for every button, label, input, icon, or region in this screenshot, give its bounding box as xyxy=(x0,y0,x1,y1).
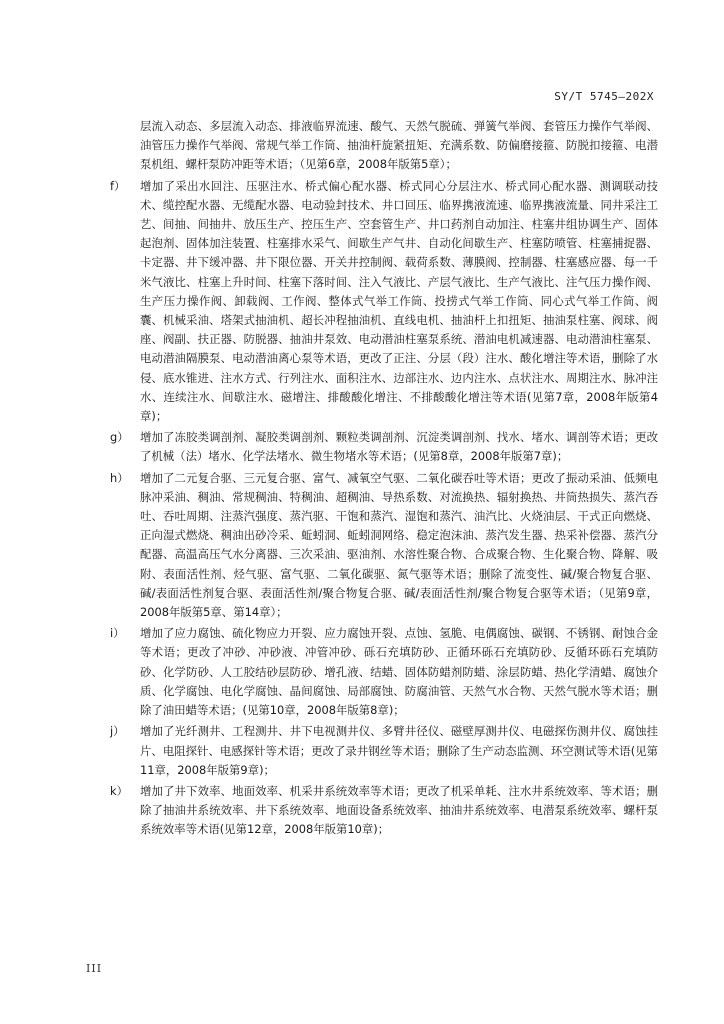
page-number: III xyxy=(86,962,103,975)
list-item-text: 增加了光纤测井、工程测井、井下电视测井仪、多臂井径仪、磁壁厚测井仪、电磁探伤测井仪、腐蚀挂片、电阻探针、电感探针等术语；更改了录井钢丝等术语；删除了生产动态监测、环空测试等术语(见第11章，2008年版第9章)； xyxy=(140,724,658,777)
list-item-label: f） xyxy=(110,178,126,193)
standard-code: SY/T 5745—202X xyxy=(554,90,654,103)
list-item-text: 增加了二元复合驱、三元复合驱、富气、减氧空气驱、二氧化碳吞吐等术语；更改了振动采油、低频电脉冲采油、稠油、常规稠油、特稠油、超稠油、导热系数、对流换热、辐射换热、井筒热损失、蒸汽吞吐、吞吐周期、注蒸汽强度、蒸汽驱、干饱和蒸汽、湿饱和蒸汽、油汽比、火烧油层、干式正向燃烧、正向湿式燃烧、稠油出砂冷采、蚯蚓洞、蚯蚓洞网络、稳定泡沫油、蒸汽发生器、热采补偿器、蒸汽分配器、高温高压气水分离器、三次采油、驱油剂、水溶性聚合物、合成聚合物、生化聚合物、降解、吸附、表面活性剂、烃气驱、富气驱、二氧化碳驱、氮气驱等术语；删除了流变性、碱/聚合物复合驱、碱/表面活性剂复合驱、表面活性剂/聚合物复合驱、碱/表面活性剂/聚合物复合驱等术语；（见第9章，2008年版第5章、第14章）； xyxy=(140,470,658,620)
list-item-text: 增加了冻胶类调剖剂、凝胶类调剖剂、颗粒类调剖剂、沉淀类调剖剂、找水、堵水、调剖等术语；更改了机械（法）堵水、化学法堵水、微生物堵水等术语；(见第8章，2008年版第7章)； xyxy=(140,430,658,464)
list-item-label: i） xyxy=(110,626,125,641)
list-item-label: h） xyxy=(110,470,129,485)
list-item-i xyxy=(110,624,658,720)
list-item-k xyxy=(110,782,658,840)
continued-paragraph: 层流入动态、多层流入动态、排液临界流速、酸气、天然气脱硫、弹簧气举阀、套管压力操作气举阀、油管压力操作气举阀、常规气举工作筒、抽油杆旋紧扭矩、充满系数、防偏磨接箍、防脱扣接箍、电潜泵机组、螺杆泵防冲距等术语；（见第6章，2008年版第5章）； xyxy=(140,119,658,172)
list-item-text: 增加了采出水回注、压驱注水、桥式偏心配水器、桥式同心分层注水、桥式同心配水器、测调联动技术、缆控配水器、无缆配水器、电动验封技术、井口回压、临界携液流速、临界携液流量、同井采注工艺、间抽、间抽井、放压生产、控压生产、空套管生产、井口药剂自动加注、柱塞井组协调生产、固体起泡剂、固体加注装置、柱塞排水采气、间歇生产气井、自动化间歇生产、柱塞防喷管、柱塞捕捉器、卡定器、井下缓冲器、井下限位器、开关井控制阀、载荷系数、薄膜阀、控制器、柱塞感应器、每一千米气液比、柱塞上升时间、柱塞下落时间、注入气液比、产层气液比、生产气液比、注气压力操作阀、生产压力操作阀、卸载阀、工作阀、整体式气举工作筒、投捞式气举工作筒、同心式气举工作筒、阀囊、机械采油、塔架式抽油机、超长冲程抽油机、直线电机、抽油杆上扣扭矩、抽油泵柱塞、阀球、阀座、阀副、扶正器、防脱器、抽油井泵效、电动潜油柱塞泵系统、潜油电机减速器、电动潜油柱塞泵、电动潜油隔膜泵、电动潜油离心泵等术语，更改了正注、分层（段）注水、酸化增注等术语，删除了水侵、底水锥进、注水方式、行列注水、面积注水、边部注水、边内注水、点状注水、周期注水、脉冲注水、连续注水、间歇注水、磁增注、排酸酸化增注、不排酸酸化增注等术语(见第7章，2008年版第4章)； xyxy=(140,178,658,424)
document-body xyxy=(110,117,658,840)
list-item-label: j） xyxy=(110,724,125,739)
list-item-text: 增加了井下效率、地面效率、机采井系统效率等术语；更改了机采单耗、注水井系统效率、等术语；删除了抽油井系统效率、井下系统效率、地面设备系统效率、抽油井系统效率、电潜泵系统效率、螺杆泵系统效率等术语(见第12章，2008年版第10章)； xyxy=(140,783,658,837)
list-item-text: 增加了应力腐蚀、硫化物应力开裂、应力腐蚀开裂、点蚀、氢脆、电偶腐蚀、碳钢、不锈钢、耐蚀合金等术语；更改了冲砂、冲砂液、冲管冲砂、砾石充填防砂、正循环砾石充填防砂、反循环砾石充填防砂、化学防砂、人工胶结砂层防砂、增孔液、结蜡、固体防蜡剂防蜡、涂层防蜡、热化学清蜡、腐蚀介质、化学腐蚀、电化学腐蚀、晶间腐蚀、局部腐蚀、防腐油管、天然气水合物、天然气脱水等术语；删除了油田蜡等术语；(见第10章，2008年版第8章)； xyxy=(140,626,658,718)
list-item-h xyxy=(110,469,658,623)
list-item-label: k） xyxy=(110,783,128,798)
list-item-f xyxy=(110,177,658,427)
list-item-label: g） xyxy=(110,430,129,445)
list-item-g xyxy=(110,428,658,466)
list-item-j xyxy=(110,722,658,780)
